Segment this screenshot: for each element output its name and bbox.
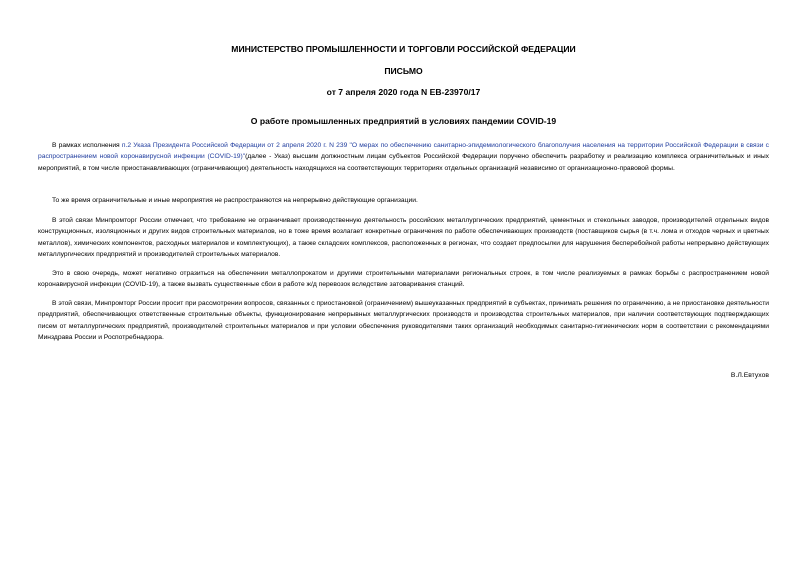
paragraph-5: В этой связи, Минпромторг России просит при рассмотрении вопросов, связанных с приостановкой (ограничением) вышеуказанных предприятий в субъектах, принимать решения по ограничению, а не приостановке деятельности предприятий, обеспечивающих ответственные строительные объекты, функционирование непрерывных металлургических производств и производства строительных материалов, при наличии соответствующих подтверждающих писем от металлургических предприятий, производителей строительных материалов и при условии обеспечения руководителями таких организаций необходимых санитарно-гигиенических норм в соответствии с рекомендациями Минздрава России и Роспотребнадзора. [38, 300, 769, 341]
paragraph-4: Это в свою очередь, может негативно отразиться на обеспечении металлопрокатом и другими строительными материалами региональных строек, в том числе реализуемых в рамках борьбы с распространением новой коронавирусной инфекции (COVID-19), а также вызвать существенные сбои в работе ж/д перевозок вследствие затоваривания станций. [38, 270, 769, 289]
document-type: ПИСЬМО [384, 66, 423, 76]
paragraph-1 [38, 140, 769, 174]
paragraph-1-prefix: В рамках исполнения [52, 142, 122, 149]
paragraph-1-suffix: (далее - Указ) высшим должностным лицам субъектов Российской Федерации поручено обеспечить разработку и реализацию комплекса ограничительных и иных мероприятий, в том числе приостанавливающих (ограничивающих) деятельность находящихся на соответствующих территориях отдельных организаций независимо от организационно-правовой формы. [38, 153, 769, 172]
ministry-title: МИНИСТЕРСТВО ПРОМЫШЛЕННОСТИ И ТОРГОВЛИ РОССИЙСКОЙ ФЕДЕРАЦИИ [231, 44, 576, 54]
paragraph-2: То же время ограничительные и иные мероприятия не распространяются на непрерывно действующие организации. [52, 197, 418, 204]
decree-link[interactable]: п.2 Указа Президента Российской Федерации от 2 апреля 2020 г. N 239 "О мерах по обеспечению санитарно-эпидемиологического благополучия населения на территории Российской Федерации в связи с распространением новой коронавирусной инфекции (COVID-19)" [38, 142, 769, 161]
document-date-number: от 7 апреля 2020 года N ЕВ-23970/17 [326, 87, 481, 97]
document-subject: О работе промышленных предприятий в условиях пандемии COVID-19 [250, 116, 557, 126]
paragraph-3: В этой связи Минпромторг России отмечает, что требование не ограничивает производственную деятельность российских металлургических предприятий, цементных и стекольных заводов, производителей отдельных видов конструкционных, изоляционных и других видов строительных материалов, но в тоже время возлагает конкретные ограничения по работе обеспечивающих производств (поставщиков сырья (в т.ч. лома и отходов черных и цветных металлов), химических компонентов, расходных материалов и комплектующих), а также складских комплексов, расположенных в регионах, что создает предпосылки для нарушения бесперебойной работы непрерывно действующих металлургических предприятий и производителей строительных материалов. [38, 217, 769, 258]
signature: В.Л.Евтухов [730, 372, 769, 379]
